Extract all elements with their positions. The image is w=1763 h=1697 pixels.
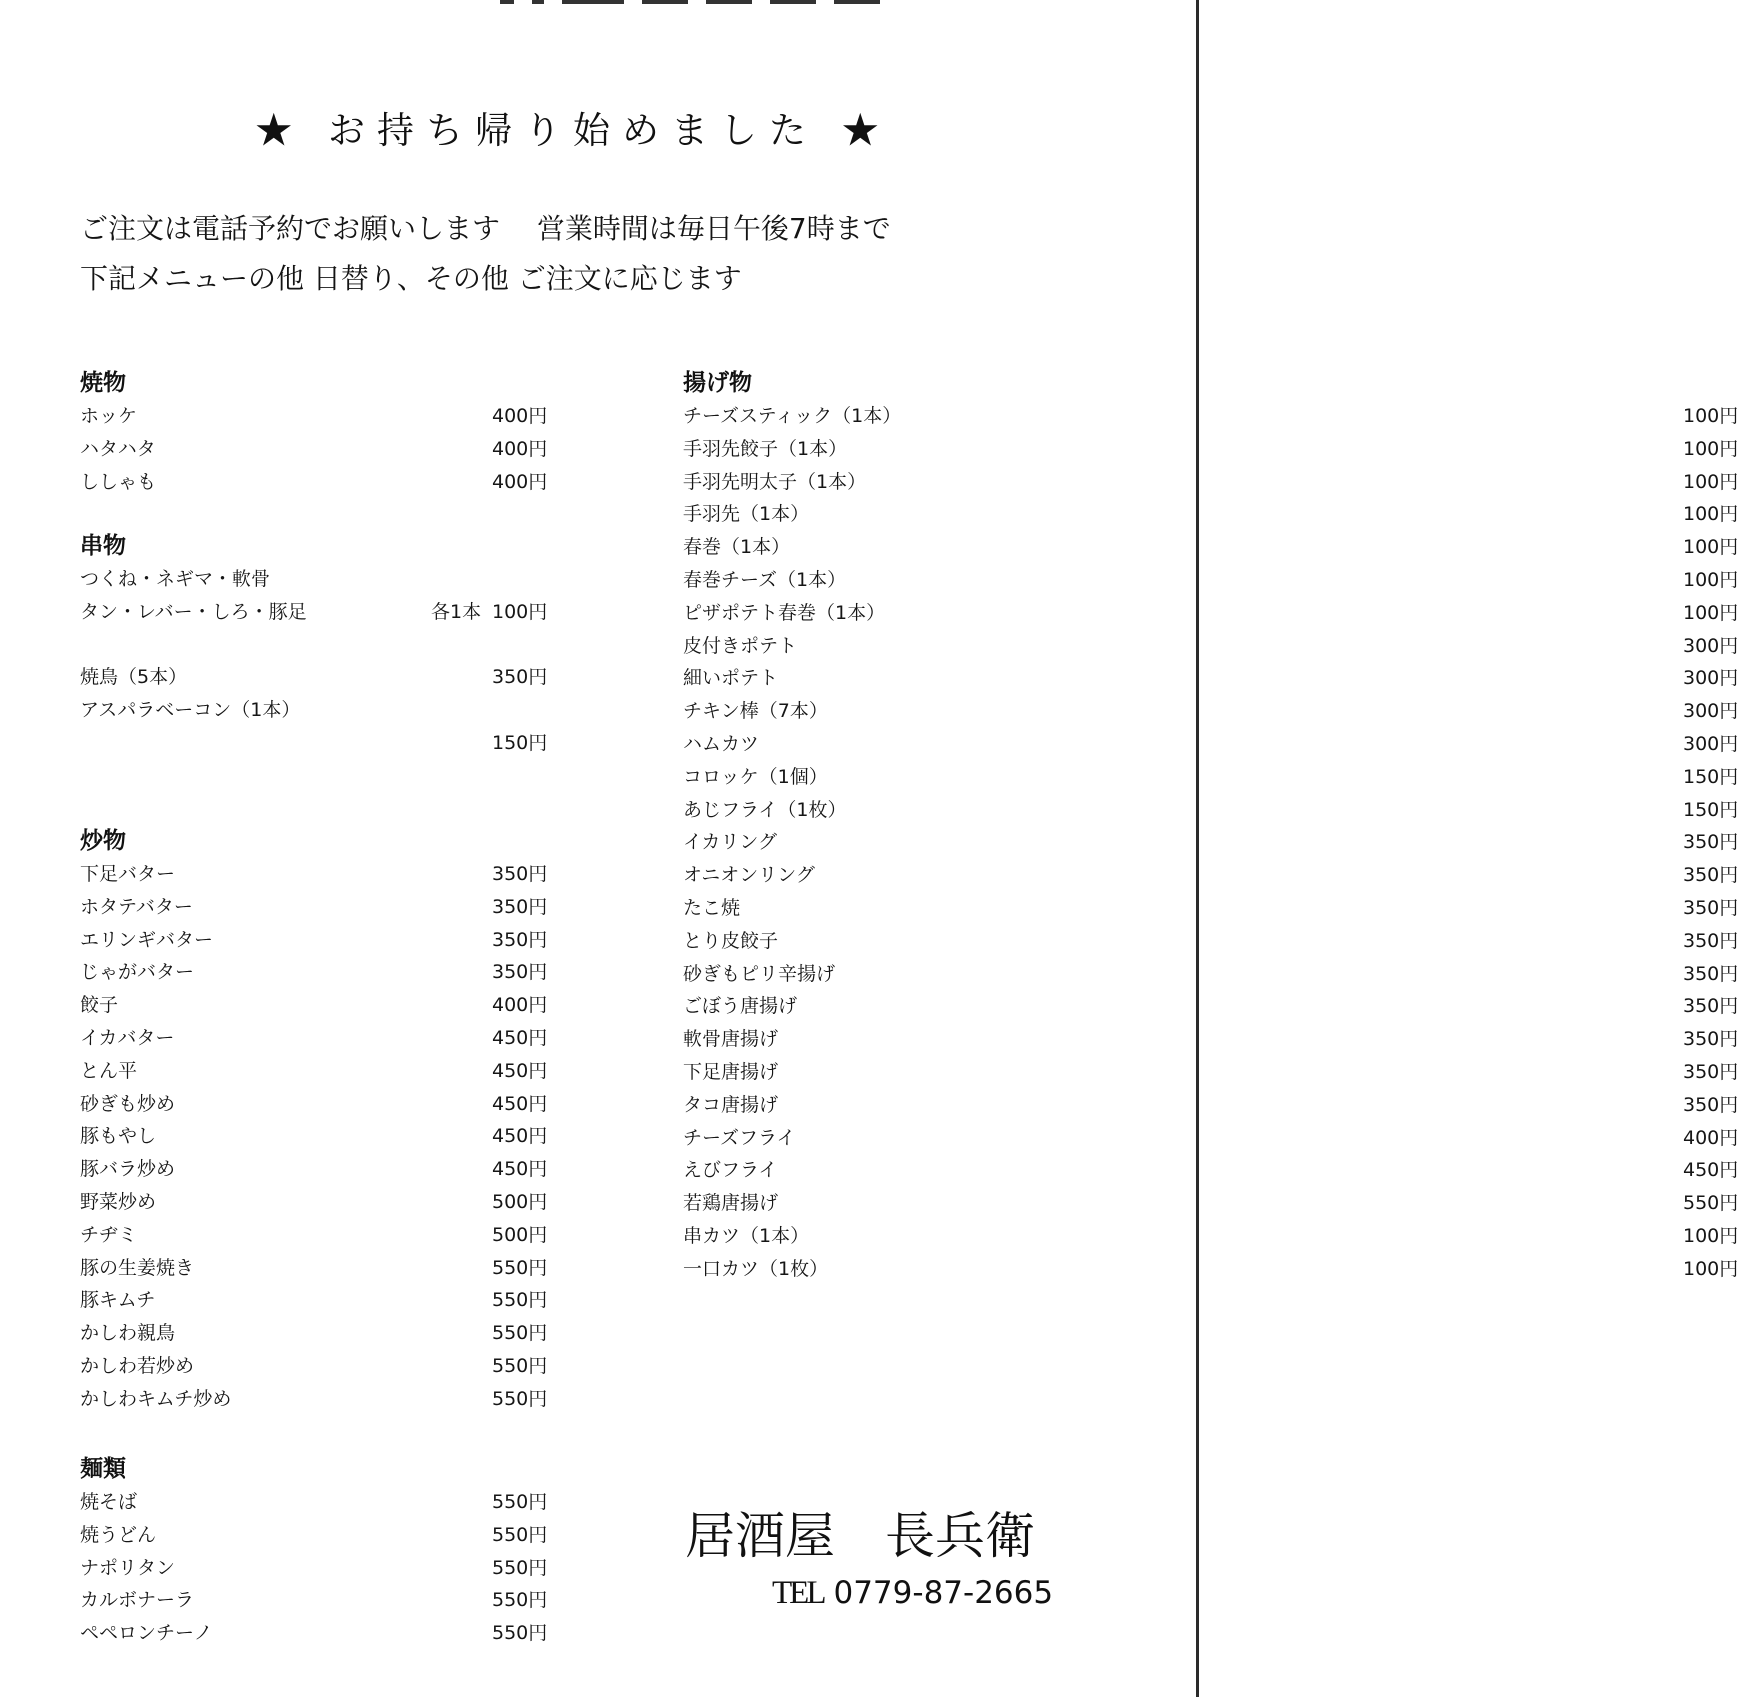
item-name: イカバター <box>80 1026 175 1049</box>
menu-item <box>80 1120 572 1153</box>
item-name: ホッケ <box>80 405 138 427</box>
item-price: 350円 <box>492 666 548 689</box>
menu-item <box>80 989 572 1022</box>
menu-item <box>80 1617 572 1650</box>
menu-item <box>80 924 572 957</box>
item-name: 野菜炒め <box>80 1190 157 1213</box>
item-name: 豚の生姜焼き <box>80 1256 195 1279</box>
menu-item <box>80 891 572 924</box>
item-price: 100円 <box>492 600 548 623</box>
item-name: 手羽先明太子（1本） <box>683 470 867 493</box>
item-price: 350円 <box>1683 1060 1739 1083</box>
item-name: チヂミ <box>80 1223 138 1246</box>
item-name: ハムカツ <box>683 732 760 755</box>
item-name: かしわ若炒め <box>80 1354 195 1377</box>
menu-item <box>80 1088 572 1121</box>
item-name: 下足バター <box>80 863 176 885</box>
section-title: 揚げ物 <box>683 370 752 396</box>
menu-item <box>80 1219 572 1252</box>
menu-item <box>683 630 1763 663</box>
item-name: 若鶏唐揚げ <box>683 1192 779 1215</box>
menu-item <box>683 466 1763 499</box>
item-name: 砂ぎもピリ辛揚げ <box>683 962 836 985</box>
section-title: 焼物 <box>80 370 126 396</box>
menu-item <box>80 1252 572 1285</box>
menu-item <box>683 662 1763 695</box>
item-name: コロッケ（1個） <box>683 765 828 788</box>
item-name: 豚キムチ <box>80 1289 156 1312</box>
menu-item <box>80 1584 572 1617</box>
item-name: 焼そば <box>80 1491 138 1513</box>
menu-item <box>683 1122 1763 1155</box>
item-name: イカリング <box>683 831 778 854</box>
menu-item <box>80 1552 572 1585</box>
menu-item <box>683 1187 1763 1220</box>
menu-item <box>80 1153 572 1186</box>
item-name: つくね・ネギマ・軟骨 <box>80 568 271 590</box>
menu-item <box>80 1486 572 1519</box>
item-name: 手羽先（1本） <box>683 503 810 526</box>
item-price: 100円 <box>1683 405 1739 427</box>
item-name: かしわキムチ炒め <box>80 1387 232 1410</box>
item-name: 下足唐揚げ <box>683 1060 779 1083</box>
menu-item <box>683 794 1763 827</box>
section-title: 串物 <box>80 533 126 559</box>
item-price: 450円 <box>492 1092 548 1115</box>
item-name: あじフライ（1枚） <box>683 798 847 821</box>
menu-item <box>80 1350 572 1383</box>
shop-name: 居酒屋 長兵衛 <box>685 1507 1035 1565</box>
item-price: 100円 <box>1683 536 1739 559</box>
item-name: 春巻チーズ（1本） <box>683 568 847 591</box>
notice-line: 下記メニューの他 日替り、その他 ご注文に応じます <box>80 262 742 295</box>
menu-item <box>683 1220 1763 1253</box>
item-price: 350円 <box>492 961 548 984</box>
item-price: 450円 <box>1683 1159 1739 1182</box>
item-name: オニオンリング <box>683 864 815 887</box>
menu-item <box>683 433 1763 466</box>
menu-item <box>683 1056 1763 1089</box>
menu-item <box>80 400 572 433</box>
item-name: エリンギバター <box>80 928 214 951</box>
item-name: とり皮餃子 <box>683 929 779 952</box>
item-name: 豚バラ炒め <box>80 1158 176 1181</box>
item-name: 豚もやし <box>80 1125 157 1148</box>
item-name: チキン棒（7本） <box>683 700 828 723</box>
item-price: 350円 <box>492 863 548 885</box>
menu-item <box>80 629 572 662</box>
item-price: 350円 <box>1683 831 1739 854</box>
item-name: チーズスティック（1本） <box>683 405 902 427</box>
top-edge-marks <box>500 0 960 6</box>
item-price: 400円 <box>1683 1126 1739 1149</box>
item-name: 餃子 <box>80 994 119 1017</box>
item-price: 550円 <box>492 1491 548 1513</box>
menu-item <box>683 498 1763 531</box>
menu-item <box>80 1055 572 1088</box>
menu-item <box>80 1186 572 1219</box>
menu-item <box>683 892 1763 925</box>
item-name: ししゃも <box>80 470 157 493</box>
item-name: 串カツ（1本） <box>683 1224 810 1247</box>
item-name: とん平 <box>80 1059 138 1082</box>
menu-item <box>683 531 1763 564</box>
item-price: 400円 <box>492 994 548 1017</box>
section-title: 炒物 <box>80 828 126 854</box>
item-price: 350円 <box>492 928 548 951</box>
item-price: 300円 <box>1683 732 1739 755</box>
item-note: 各1本 <box>431 600 482 623</box>
item-price: 550円 <box>492 1589 548 1612</box>
item-name: たこ焼 <box>683 896 741 919</box>
item-price: 550円 <box>492 1387 548 1410</box>
item-price: 500円 <box>492 1223 548 1246</box>
item-price: 550円 <box>492 1354 548 1377</box>
item-name: ナポリタン <box>80 1556 176 1579</box>
item-price: 550円 <box>492 1289 548 1312</box>
item-price: 550円 <box>492 1256 548 1279</box>
item-name: チーズフライ <box>683 1126 796 1149</box>
item-name: じゃがバター <box>80 961 195 984</box>
item-price: 150円 <box>1683 798 1739 821</box>
item-name: ペペロンチーノ <box>80 1622 213 1645</box>
menu-item <box>80 1383 572 1416</box>
item-price: 350円 <box>492 895 548 918</box>
item-price: 350円 <box>1683 1028 1739 1051</box>
item-price: 100円 <box>1683 470 1739 493</box>
item-price: 350円 <box>1683 995 1739 1018</box>
menu-item <box>683 990 1763 1023</box>
item-price: 100円 <box>1683 1257 1739 1280</box>
item-name: ごぼう唐揚げ <box>683 995 798 1018</box>
item-name: 手羽先餃子（1本） <box>683 437 848 460</box>
item-name: 皮付きポテト <box>683 634 798 657</box>
item-name: かしわ親鳥 <box>80 1322 176 1345</box>
item-price: 400円 <box>492 470 548 493</box>
item-price: 400円 <box>492 405 548 427</box>
item-price: 450円 <box>492 1026 548 1049</box>
item-price: 350円 <box>1683 929 1739 952</box>
item-name: 細いポテト <box>683 667 779 690</box>
item-price: 550円 <box>492 1556 548 1579</box>
item-name: ホタテバター <box>80 895 193 918</box>
item-name: 春巻（1本） <box>683 536 791 559</box>
item-price: 100円 <box>1683 601 1739 624</box>
menu-item <box>683 1023 1763 1056</box>
menu-item <box>683 761 1763 794</box>
item-price: 450円 <box>492 1125 548 1148</box>
item-price: 300円 <box>1683 700 1739 723</box>
menu-item <box>683 695 1763 728</box>
item-price: 350円 <box>1683 1093 1739 1116</box>
item-price: 350円 <box>1683 962 1739 985</box>
menu-section <box>80 366 572 498</box>
item-price: 100円 <box>1683 503 1739 526</box>
menu-item <box>683 564 1763 597</box>
menu-item <box>80 563 572 596</box>
item-name: 焼鳥（5本） <box>80 666 188 689</box>
headline: ★ お持ち帰り始めました ★ <box>255 109 891 152</box>
menu-item <box>683 958 1763 991</box>
notice-line: ご注文は電話予約でお願いします 営業時間は毎日午後7時まで <box>80 212 891 245</box>
item-name: えびフライ <box>683 1159 778 1182</box>
item-price: 350円 <box>1683 864 1739 887</box>
item-name: ハタハタ <box>80 437 156 460</box>
section-title: 麺類 <box>80 1456 126 1482</box>
item-name: カルボナーラ <box>80 1589 195 1612</box>
item-price: 100円 <box>1683 568 1739 591</box>
menu-item <box>80 858 572 891</box>
item-price: 550円 <box>1683 1192 1739 1215</box>
menu-item <box>683 1253 1763 1286</box>
item-price: 350円 <box>1683 896 1739 919</box>
item-price: 400円 <box>492 437 548 460</box>
menu-item <box>683 925 1763 958</box>
menu-item <box>683 728 1763 761</box>
item-price: 300円 <box>1683 634 1739 657</box>
item-price: 550円 <box>492 1622 548 1645</box>
menu-item <box>683 1089 1763 1122</box>
menu-item <box>80 1284 572 1317</box>
menu-item <box>683 400 1763 433</box>
menu-item <box>80 661 572 694</box>
item-name: アスパラベーコン（1本） <box>80 699 301 722</box>
tel-label: TEL <box>772 1575 824 1611</box>
item-price: 150円 <box>492 731 548 754</box>
phone-number: 0779-87-2665 <box>833 1575 1054 1611</box>
menu-item <box>80 694 572 727</box>
menu-item <box>80 956 572 989</box>
item-price: 450円 <box>492 1158 548 1181</box>
menu-item <box>80 596 572 629</box>
menu-item <box>80 727 572 760</box>
item-price: 150円 <box>1683 765 1739 788</box>
menu-section <box>80 824 572 1416</box>
item-name: タコ唐揚げ <box>683 1093 779 1116</box>
item-price: 100円 <box>1683 437 1739 460</box>
menu-section <box>80 529 572 760</box>
item-price: 500円 <box>492 1190 548 1213</box>
menu-item <box>80 466 572 499</box>
item-price: 550円 <box>492 1322 548 1345</box>
menu-item <box>80 433 572 466</box>
item-name: 焼うどん <box>80 1523 157 1546</box>
item-price: 300円 <box>1683 667 1739 690</box>
menu-item <box>683 1154 1763 1187</box>
item-name: ピザポテト春巻（1本） <box>683 601 886 624</box>
menu-item <box>80 1022 572 1055</box>
shop-phone <box>772 1575 1053 1612</box>
menu-item <box>683 597 1763 630</box>
item-name: 砂ぎも炒め <box>80 1092 176 1115</box>
item-price: 450円 <box>492 1059 548 1082</box>
item-name: 軟骨唐揚げ <box>683 1028 779 1051</box>
item-name: 一口カツ（1枚） <box>683 1257 829 1280</box>
menu-item <box>683 826 1763 859</box>
item-price: 100円 <box>1683 1224 1739 1247</box>
menu-item <box>80 1519 572 1552</box>
item-name: タン・レバー・しろ・豚足 <box>80 600 307 623</box>
menu-section <box>80 1452 572 1650</box>
item-price: 550円 <box>492 1523 548 1546</box>
menu-item <box>80 1317 572 1350</box>
menu-section <box>683 366 1763 1286</box>
menu-item <box>683 859 1763 892</box>
